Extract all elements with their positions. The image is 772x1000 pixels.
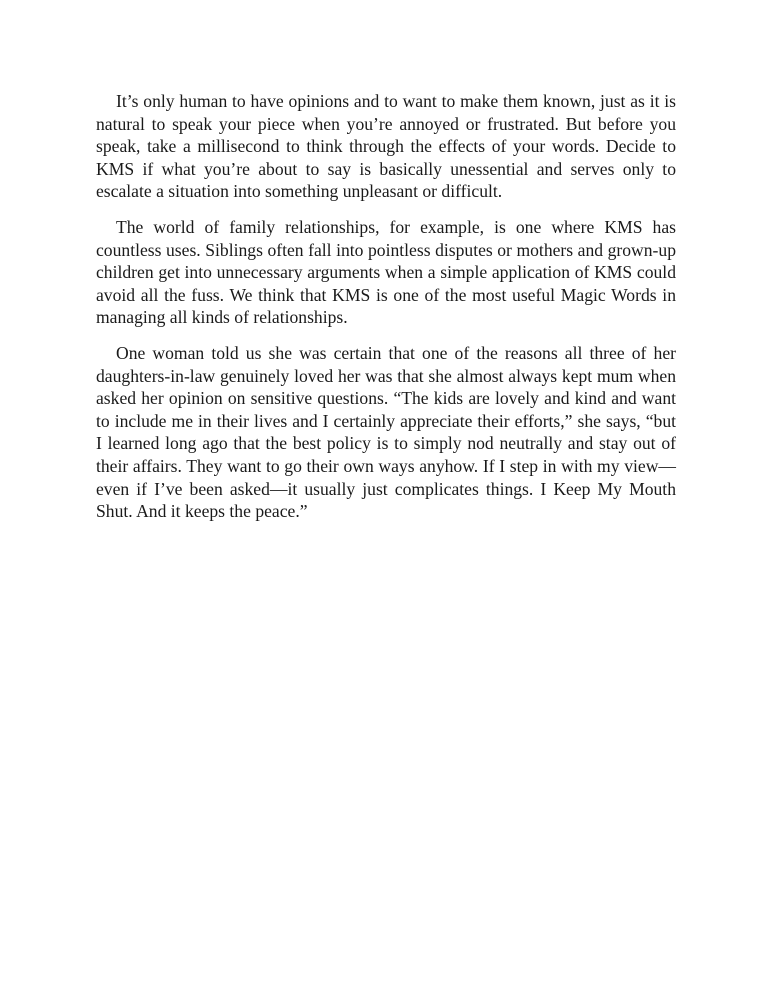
paragraph-2: The world of family relationships, for example, is one where KMS has countless uses. Siblings often fall into pointless disputes or mothers and grown-up children get into unnecessary arguments when a simple application of KMS could avoid all the fuss. We think that KMS is one of the most useful Magic Words in managing all kinds of relationships. [96, 216, 676, 328]
paragraph-1: It’s only human to have opinions and to want to make them known, just as it is natural to speak your piece when you’re annoyed or frustrated. But before you speak, take a millisecond to think through the effects of your words. Decide to KMS if what you’re about to say is basically unessential and serves only to escalate a situation into something unpleasant or difficult. [96, 91, 676, 202]
paragraph-3: One woman told us she was certain that one of the reasons all three of her daughters-in-law genuinely loved her was that she almost always kept mum when asked her opinion on sensitive questions. “The kids are lovely and kind and want to include me in their lives and I certainly appreciate their efforts,” she says, “but I learned long ago that the best policy is to simply nod neutrally and stay out of their affairs. They want to go their own ways anyhow. If I step in with my view—even if I’ve been asked—it usually just complicates things. I Keep My Mouth Shut. And it keeps the peace.” [96, 342, 676, 522]
body-text [96, 90, 676, 536]
